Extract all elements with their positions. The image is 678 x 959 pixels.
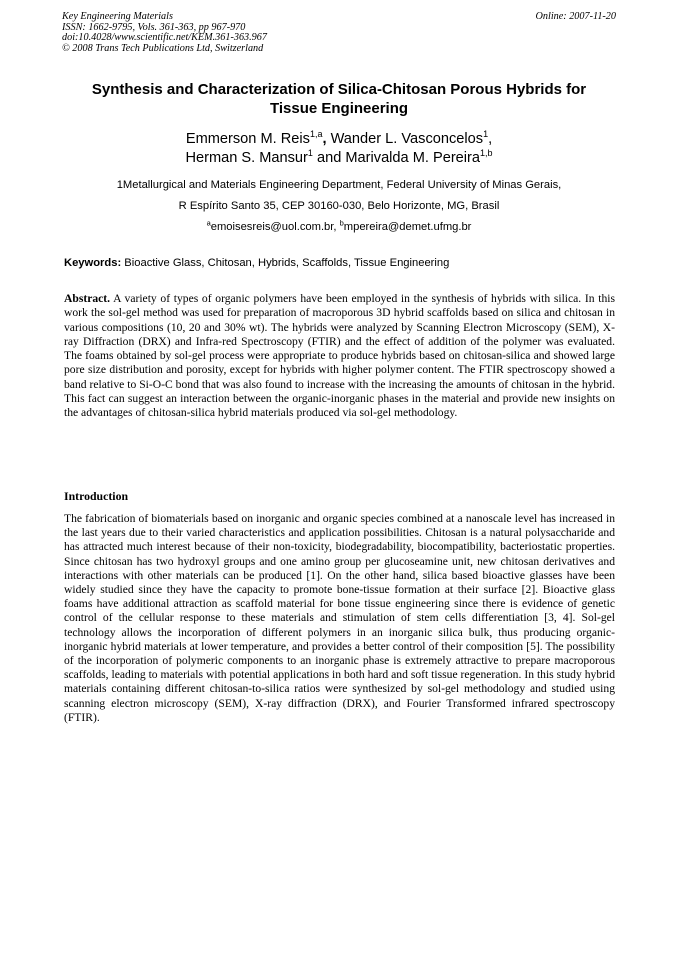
affiliation-line-1: 1Metallurgical and Materials Engineering Department, Federal University of Minas Gerais, bbox=[116, 179, 562, 191]
abstract-text: A variety of types of organic polymers have been employed in the synthesis of hybrids with silica. In this work the sol-gel method was used for preparation of macroporous 3D hybrid scaffolds based on silica and chitosan in various compositions (10, 20 and 30% wt). The hybrids were analyzed by Scanning Electron Microscopy (SEM), X-ray Diffraction (DRX) and Infra-red Spectroscopy (FTIR) and the effect of addition of the polymer was evaluated. The foams obtained by sol-gel process were appropriate to produce hybrids based on chitosan-silica and showed large pore size distribution and porosity, except for hybrids with higher polymer content. The FTIR spectroscopy showed a band relative to Si-O-C bond that was also found to increase with the increasing the amounts of chitosan in the hybrid. This fact can suggest an interaction between the organic-inorganic phases in the material and provide new insights on the advantages of chitosan-silica hybrid materials produced via sol-gel methodology. bbox=[64, 292, 615, 420]
copyright-line: © 2008 Trans Tech Publications Ltd, Switzerland bbox=[62, 42, 264, 54]
author-vasconcelos-affil: 1 bbox=[483, 129, 489, 140]
journal-name: Key Engineering Materials bbox=[62, 11, 173, 22]
author-line-2 bbox=[58, 149, 620, 168]
author-conjunction: and bbox=[312, 150, 346, 166]
author-mansur: Herman S. Mansur bbox=[185, 150, 308, 166]
author-reis-affil: 1,a bbox=[309, 129, 323, 140]
email-reis: emoisesreis@uol.com.br, bbox=[210, 221, 340, 233]
introduction-text: The fabrication of biomaterials based on inorganic and organic species combined at a nanoscale level has increased in the last years due to their varied characteristics and application possibilities. Chitosan is a natural polysaccharide and has attracted much interest because of their non-toxicity, biodegradability, biocompatibility, bacteriostatic properties. Since chitosan has two hydroxyl groups and one amino group per glucoseamine unit, new chitosan derivatives and interactions with other materials can be produced [1]. On the other hand, silica based bioactive glasses have been widely studied since they have the capacity to promote bone-tissue formation at their surface [2]. Bioactive glass foams have additional attraction as scaffold material for bone tissue engineering since there is evidence of genetic control of the cellular response to these materials and stimulation of stem cells differentiation [3, 4]. Sol-gel technology allows the incorporation of different polymers in an inorganic silica bulk, thus producing organic-inorganic hybrid materials at lower temperature, and provides a better control of their composition [5]. The possibility of the incorporation of polymeric components to an inorganic phase is extremely attractive to prepare macroporous scaffolds, leading to materials with potential applications in both hard and soft tissue regeneration. In this study hybrid materials containing different chitosan-to-silica ratios were synthesized by sol-gel methodology and studied using scanning electron microscopy (SEM), X-ray diffraction (DRX), and Fourier Transformed infrared spectroscopy (FTIR). bbox=[64, 512, 615, 724]
email-b-marker: b bbox=[339, 218, 344, 228]
author-separator: , bbox=[488, 131, 493, 147]
email-a-marker: a bbox=[206, 218, 211, 228]
email-line bbox=[58, 220, 620, 234]
keywords-text: Bioactive Glass, Chitosan, Hybrids, Scaffolds, Tissue Engineering bbox=[121, 257, 450, 269]
author-list bbox=[58, 130, 620, 168]
title-line-1: Synthesis and Characterization of Silica-Chitosan Porous Hybrids for bbox=[91, 81, 587, 98]
keywords bbox=[64, 256, 620, 270]
doi-line: doi:10.4028/www.scientific.net/KEM.361-363.967 bbox=[62, 32, 267, 44]
title-line-2: Tissue Engineering bbox=[269, 100, 409, 117]
keywords-label: Keywords: bbox=[64, 257, 122, 269]
abstract-label: Abstract. bbox=[64, 292, 111, 305]
author-mansur-affil: 1 bbox=[307, 148, 313, 159]
author-vasconcelos: Wander L. Vasconcelos bbox=[330, 131, 484, 147]
abstract bbox=[64, 292, 615, 421]
email-pereira: mpereira@demet.ufmg.br bbox=[343, 221, 472, 233]
author-line-1 bbox=[58, 130, 620, 149]
introduction-heading: Introduction bbox=[64, 489, 129, 503]
author-pereira-affil: 1,b bbox=[480, 148, 493, 159]
author-separator: , bbox=[322, 131, 331, 147]
paper-title bbox=[58, 80, 620, 118]
affiliation-line-2: R Espírito Santo 35, CEP 30160-030, Belo Horizonte, MG, Brasil bbox=[178, 200, 500, 212]
issn-line: ISSN: 1662-9795, Vols. 361-363, pp 967-970 bbox=[62, 21, 246, 33]
online-date: Online: 2007-11-20 bbox=[535, 11, 616, 22]
author-reis: Emmerson M. Reis bbox=[185, 131, 310, 147]
author-pereira: Marivalda M. Pereira bbox=[345, 150, 481, 166]
running-header bbox=[62, 12, 616, 54]
